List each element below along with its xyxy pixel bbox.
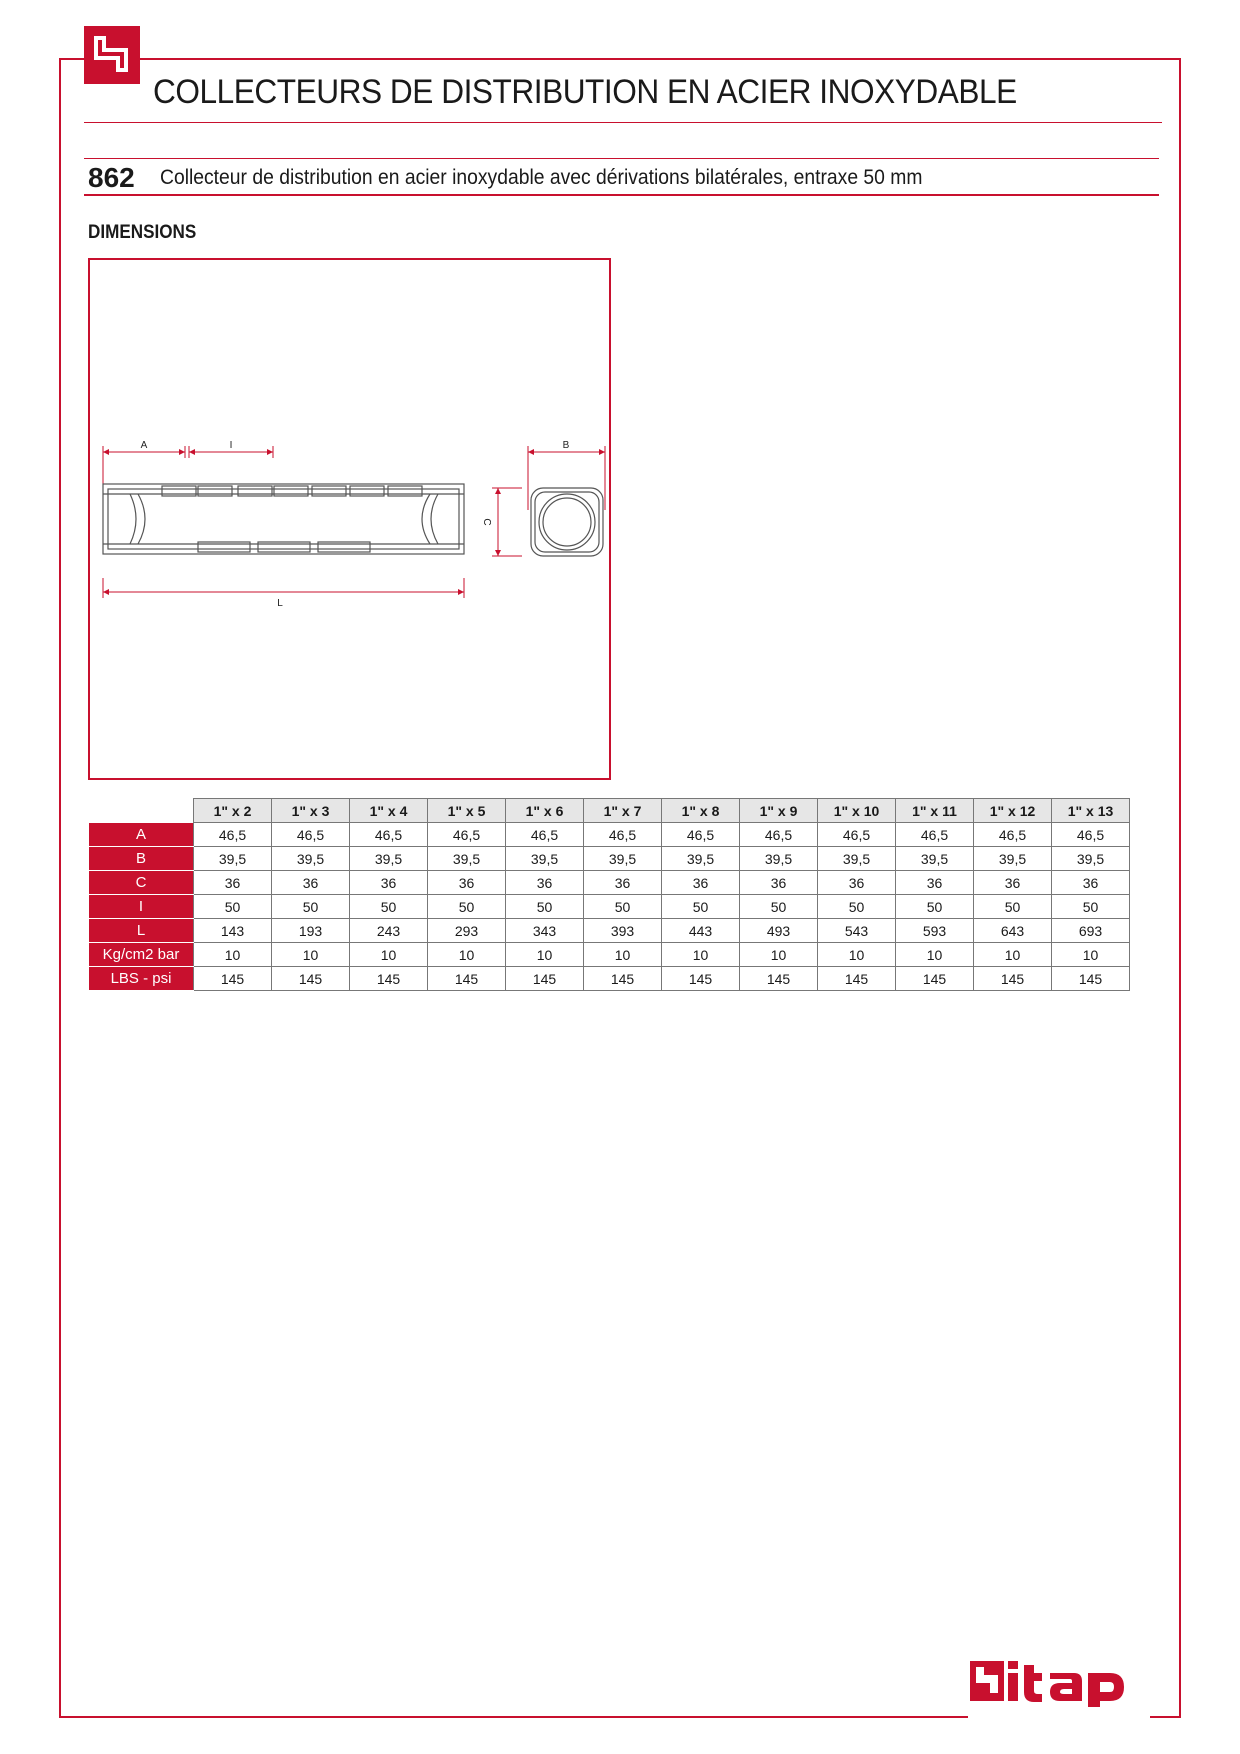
dim-label-i: I (229, 440, 233, 451)
title-underline (84, 122, 1162, 123)
table-row (89, 943, 1130, 967)
table-cell: 693 (1052, 919, 1130, 943)
dim-label-a: A (140, 440, 148, 451)
collector-end-view (531, 488, 603, 556)
table-cell: 36 (818, 871, 896, 895)
table-cell: 10 (740, 943, 818, 967)
column-header: 1" x 4 (350, 799, 428, 823)
table-cell: 10 (818, 943, 896, 967)
table-cell: 145 (896, 967, 974, 991)
brand-logo-text: itap (968, 1655, 970, 1656)
table-row (89, 919, 1130, 943)
column-header: 1" x 8 (662, 799, 740, 823)
table-cell: 39,5 (1052, 847, 1130, 871)
table-header-row (89, 799, 1130, 823)
frame-bottom-right (1150, 1716, 1181, 1718)
table-cell: 143 (194, 919, 272, 943)
collector-side-view (103, 484, 464, 554)
table-cell: 145 (974, 967, 1052, 991)
frame-left (59, 58, 61, 1718)
table-cell: 39,5 (506, 847, 584, 871)
table-cell: 193 (272, 919, 350, 943)
table-cell: 50 (974, 895, 1052, 919)
table-cell: 243 (350, 919, 428, 943)
page-title: COLLECTEURS DE DISTRIBUTION EN ACIER INOXYDABLE (153, 73, 1017, 111)
column-header: 1" x 3 (272, 799, 350, 823)
table-cell: 50 (428, 895, 506, 919)
table-cell: 643 (974, 919, 1052, 943)
dim-label-c: C (481, 518, 492, 526)
product-code: 862 (88, 162, 135, 193)
table-cell: 39,5 (350, 847, 428, 871)
table-cell: 39,5 (272, 847, 350, 871)
frame-top-right (140, 58, 1181, 60)
table-cell: 39,5 (662, 847, 740, 871)
table-cell: 36 (974, 871, 1052, 895)
table-cell: 393 (584, 919, 662, 943)
table-cell: 46,5 (662, 823, 740, 847)
column-header: 1" x 7 (584, 799, 662, 823)
table-cell: 145 (506, 967, 584, 991)
table-cell: 145 (740, 967, 818, 991)
table-cell: 36 (896, 871, 974, 895)
table-cell: 36 (350, 871, 428, 895)
table-cell: 145 (818, 967, 896, 991)
column-header: 1" x 6 (506, 799, 584, 823)
table-cell: 10 (506, 943, 584, 967)
table-cell: 50 (350, 895, 428, 919)
table-cell: 343 (506, 919, 584, 943)
table-cell: 10 (662, 943, 740, 967)
table-cell: 50 (662, 895, 740, 919)
row-label: A (89, 823, 194, 847)
table-cell: 145 (1052, 967, 1130, 991)
table-cell: 46,5 (350, 823, 428, 847)
table-cell: 493 (740, 919, 818, 943)
table-cell: 46,5 (740, 823, 818, 847)
table-cell: 36 (194, 871, 272, 895)
dimensions-table (88, 798, 1130, 991)
row-label: L (89, 919, 194, 943)
table-cell: 50 (272, 895, 350, 919)
table-cell: 10 (974, 943, 1052, 967)
table-cell: 10 (272, 943, 350, 967)
table-cell: 50 (896, 895, 974, 919)
table-cell: 36 (1052, 871, 1130, 895)
column-header: 1" x 2 (194, 799, 272, 823)
table-cell: 10 (350, 943, 428, 967)
brand-logo (968, 1655, 1148, 1707)
table-cell: 39,5 (740, 847, 818, 871)
table-cell: 46,5 (584, 823, 662, 847)
table-cell: 39,5 (194, 847, 272, 871)
dim-label-b: B (562, 440, 570, 451)
table-cell: 10 (428, 943, 506, 967)
table-cell: 39,5 (896, 847, 974, 871)
table-row (89, 895, 1130, 919)
table-cell: 50 (194, 895, 272, 919)
table-cell: 145 (194, 967, 272, 991)
table-cell: 10 (896, 943, 974, 967)
table-cell: 145 (584, 967, 662, 991)
table-corner (89, 799, 194, 823)
product-line-bottom (84, 194, 1159, 196)
table-cell: 50 (584, 895, 662, 919)
row-label: LBS - psi (89, 967, 194, 991)
table-cell: 10 (584, 943, 662, 967)
row-label: Kg/cm2 bar (89, 943, 194, 967)
table-cell: 46,5 (818, 823, 896, 847)
column-header: 1" x 9 (740, 799, 818, 823)
table-cell: 39,5 (818, 847, 896, 871)
row-label: I (89, 895, 194, 919)
table-cell: 39,5 (584, 847, 662, 871)
table-cell: 46,5 (1052, 823, 1130, 847)
table-row (89, 871, 1130, 895)
table-cell: 46,5 (974, 823, 1052, 847)
table-cell: 293 (428, 919, 506, 943)
table-cell: 145 (662, 967, 740, 991)
column-header: 1" x 13 (1052, 799, 1130, 823)
table-cell: 36 (506, 871, 584, 895)
table-cell: 593 (896, 919, 974, 943)
table-cell: 46,5 (194, 823, 272, 847)
row-label: B (89, 847, 194, 871)
table-cell: 145 (272, 967, 350, 991)
table-cell: 36 (662, 871, 740, 895)
table-cell: 36 (272, 871, 350, 895)
table-cell: 145 (350, 967, 428, 991)
table-cell: 39,5 (428, 847, 506, 871)
frame-right (1179, 58, 1181, 1718)
table-cell: 46,5 (428, 823, 506, 847)
table-cell: 36 (584, 871, 662, 895)
table-cell: 443 (662, 919, 740, 943)
table-cell: 36 (740, 871, 818, 895)
section-label: DIMENSIONS (88, 222, 197, 243)
dim-label-l: L (277, 598, 283, 609)
table-cell: 50 (506, 895, 584, 919)
technical-drawing (88, 258, 611, 780)
column-header: 1" x 10 (818, 799, 896, 823)
table-cell: 543 (818, 919, 896, 943)
table-cell: 50 (818, 895, 896, 919)
table-row (89, 847, 1130, 871)
table-cell: 10 (194, 943, 272, 967)
product-description: Collecteur de distribution en acier inoxydable avec dérivations bilatérales, entraxe 50 mm (160, 166, 923, 189)
table-cell: 46,5 (272, 823, 350, 847)
frame-bottom-left (59, 1716, 968, 1718)
column-header: 1" x 5 (428, 799, 506, 823)
table-cell: 39,5 (974, 847, 1052, 871)
product-line-top (84, 158, 1159, 159)
frame-top-left (59, 58, 84, 60)
brand-logo-mark (84, 26, 140, 84)
table-row (89, 823, 1130, 847)
row-label: C (89, 871, 194, 895)
table-cell: 36 (428, 871, 506, 895)
table-cell: 145 (428, 967, 506, 991)
table-cell: 46,5 (896, 823, 974, 847)
column-header: 1" x 12 (974, 799, 1052, 823)
column-header: 1" x 11 (896, 799, 974, 823)
table-cell: 10 (1052, 943, 1130, 967)
table-cell: 46,5 (506, 823, 584, 847)
table-row (89, 967, 1130, 991)
table-cell: 50 (1052, 895, 1130, 919)
table-cell: 50 (740, 895, 818, 919)
